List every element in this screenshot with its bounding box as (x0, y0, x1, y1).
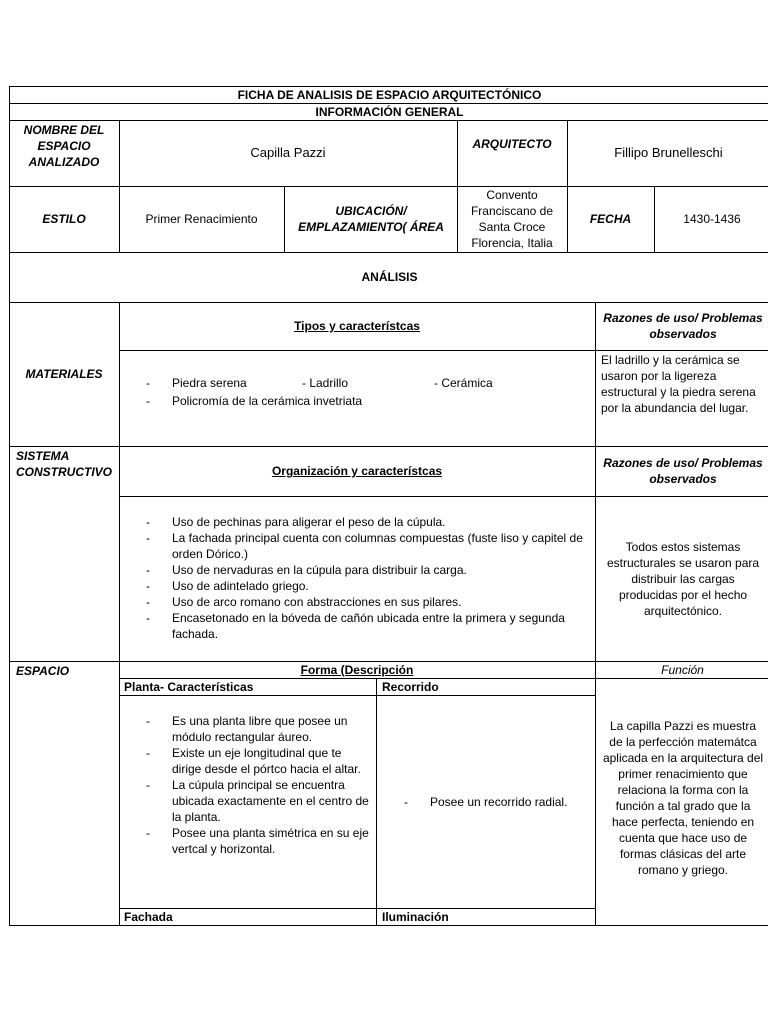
materiales-subheader: Tipos y característcas (294, 319, 420, 333)
estilo-value: Primer Renacimiento (145, 212, 258, 226)
list-item: - Uso de nervaduras en la cúpula para distribuir la carga. (144, 562, 584, 578)
iluminacion-header: Iluminación (382, 910, 449, 924)
materiales-label: MATERIALES (25, 367, 103, 381)
materiales-list: - Piedra serena - Ladrillo - Cerámica - Policromía de la cerámica invetriata (146, 376, 493, 408)
sistema-subheader: Organización y característcas (271, 464, 443, 478)
material-item: - Ladrillo (302, 376, 349, 390)
analisis-title: ANÁLISIS (361, 270, 418, 284)
list-item: - Uso de arco romano con abstracciones en sus pilares. (144, 594, 584, 610)
arquitecto-label: ARQUITECTO (472, 137, 552, 151)
material-item: Policromía de la cerámica invetriata (172, 394, 363, 408)
analysis-sheet (9, 86, 768, 926)
nombre-value: Capilla Pazzi (250, 145, 326, 160)
list-item: - Es una planta libre que posee un módulo rectangular áureo. (144, 713, 370, 745)
material-item: - Cerámica (434, 376, 493, 390)
list-item: - Encasetonado en la bóveda de cañón ubicada entre la primera y segunda fachada. (144, 610, 584, 642)
sheet-title: FICHA DE ANALISIS DE ESPACIO ARQUITECTÓNICO (237, 87, 542, 102)
list-item: - Uso de pechinas para aligerar el peso de la cúpula. (144, 514, 584, 530)
sistema-list (144, 514, 584, 642)
fecha-value: 1430-1436 (683, 212, 741, 226)
sistema-razones-header: Razones de uso/ Problemas observados (603, 456, 763, 486)
recorrido-list (402, 794, 592, 810)
arquitecto-value: Fillipo Brunelleschi (614, 145, 723, 160)
list-item: - Existe un eje longitudinal que te dirige desde el pórtco hacia el altar. (144, 745, 370, 777)
list-item: - La cúpula principal se encuentra ubicada exactamente en el centro de la planta. (144, 777, 370, 825)
sistema-label: SISTEMA CONSTRUCTIVO (16, 449, 112, 479)
nombre-label: NOMBRE DEL ESPACIO ANALIZADO (23, 123, 105, 169)
materiales-razones-text: El ladrillo y la cerámica se usaron por la ligereza estructural y la piedra serena por la abundancia del lugar. (601, 353, 756, 415)
list-item: - Posee un recorrido radial. (402, 794, 592, 810)
estilo-label: ESTILO (42, 212, 86, 226)
funcion-text: La capilla Pazzi es muestra de la perfección matemátca aplicada en la arquitectura del primer renacimiento que relaciona la forma con la función a tal grado que la hace perfecta, teniendo en cuenta que hace uso de formas clásicas del arte romano y griego. (602, 719, 764, 877)
planta-header: Planta- Características (124, 680, 254, 694)
planta-list (144, 713, 370, 857)
ubicacion-label: UBICACIÓN/ EMPLAZAMIENTO( ÁREA (298, 204, 444, 234)
list-item: - La fachada principal cuenta con columnas compuestas (fuste liso y capitel de orden Dórico.) (144, 530, 584, 562)
ubicacion-value: Convento Franciscano de Santa Croce Florencia, Italia (470, 188, 554, 250)
list-item: - Posee una planta simétrica en su eje vertcal y horizontal. (144, 825, 370, 857)
material-item: Piedra serena (172, 376, 247, 390)
materiales-razones-header: Razones de uso/ Problemas observados (603, 311, 763, 341)
section-title-general: INFORMACIÓN GENERAL (315, 104, 464, 119)
recorrido-header: Recorrido (382, 680, 439, 694)
fecha-label: FECHA (589, 212, 632, 226)
forma-header: Forma (Descripción (300, 662, 414, 677)
sistema-razones-text: Todos estos sistemas estructurales se usaron para distribuir las cargas producidas por el hecho arquitectónico. (606, 539, 760, 618)
list-item: - Uso de adintelado griego. (144, 578, 584, 594)
fachada-header: Fachada (124, 910, 173, 924)
espacio-label: ESPACIO (16, 664, 70, 678)
funcion-header: Función (661, 662, 704, 677)
